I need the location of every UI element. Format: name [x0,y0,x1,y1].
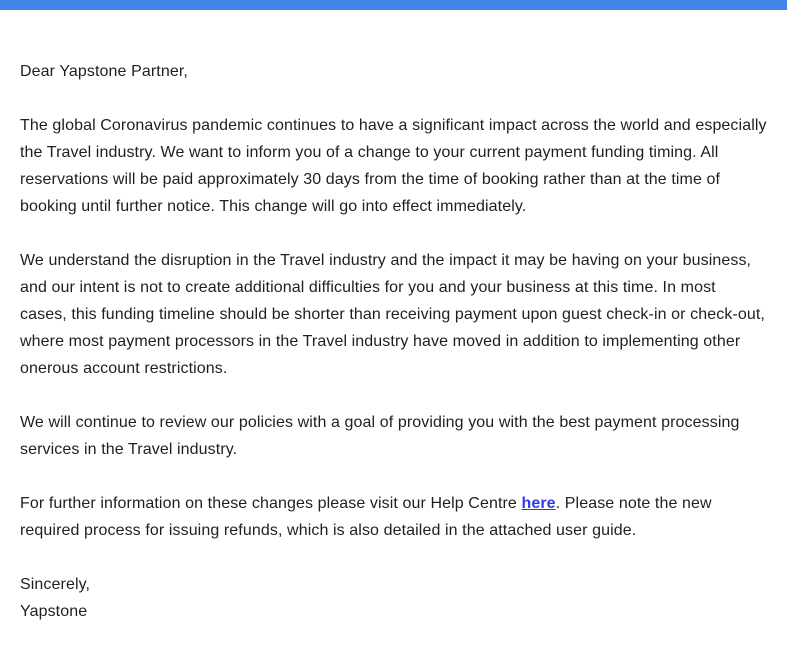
body-paragraph: We understand the disruption in the Travel industry and the impact it may be having on your business, and our intent is not to create additional difficulties for you and your business at this time. In most cases, this funding timeline should be shorter than receiving payment upon guest check-in or check-out, where most payment processors in the Travel industry have moved in addition to implementing other onerous account restrictions. [20,252,765,377]
signature-block [20,571,767,625]
greeting-text: Dear Yapstone Partner, [20,63,188,80]
help-centre-link[interactable]: here [521,495,556,512]
top-accent-bar [0,0,787,10]
body-paragraph: We will continue to review our policies with a goal of providing you with the best payment processing services in the Travel industry. [20,414,740,458]
body-paragraph-with-link [20,490,767,544]
link-paragraph-after-text: . Please note the new required process for issuing refunds, which is also detailed in the attached user guide. [20,495,712,539]
signature-text: Yapstone [20,603,88,620]
signoff-text: Sincerely, [20,576,91,593]
link-paragraph-before-text: For further information on these changes please visit our Help Centre [20,495,522,512]
body-paragraph: The global Coronavirus pandemic continues to have a significant impact across the world and especially the Travel industry. We want to inform you of a change to your current payment funding timing. All reservations will be paid approximately 30 days from the time of booking rather than at the time of booking until further notice. This change will go into effect immediately. [20,117,767,215]
email-body [0,10,787,625]
